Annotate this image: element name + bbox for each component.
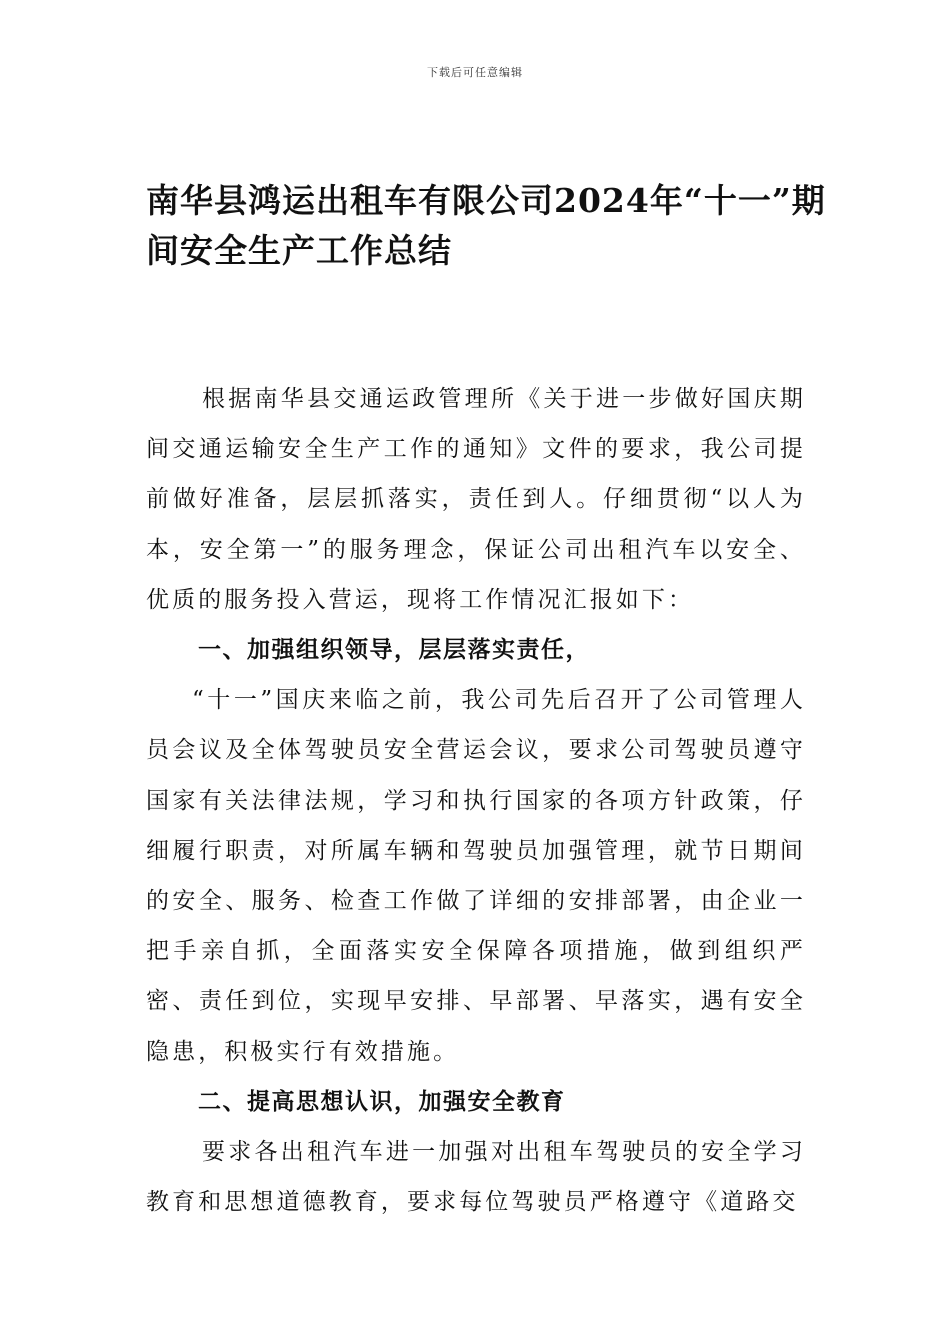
document-title: 南华县鸿运出租车有限公司2024年“十一”期间安全生产工作总结	[146, 181, 826, 270]
section-body-2: 要求各出租汽车进一加强对出租车驾驶员的安全学习教育和思想道德教育，要求每位驾驶员严格遵守《道路交	[146, 1139, 806, 1216]
header-note: 下载后可任意编辑	[427, 66, 523, 79]
section-heading-2: 二、提高思想认识，加强安全教育	[198, 1087, 566, 1115]
intro-paragraph: 根据南华县交通运政管理所《关于进一步做好国庆期间交通运输安全生产工作的通知》文件的要求，我公司提前做好准备，层层抓落实，责任到人。仔细贯彻“以人为本，安全第一”的服务理念，保证公司出租汽车以安全、优质的服务投入营运，现将工作情况汇报如下：	[146, 386, 806, 613]
section-body-1: “十一”国庆来临之前，我公司先后召开了公司管理人员会议及全体驾驶员安全营运会议，要求公司驾驶员遵守国家有关法律法规，学习和执行国家的各项方针政策，仔细履行职责，对所属车辆和驾驶员加强管理，就节日期间的安全、服务、检查工作做了详细的安排部署，由企业一把手亲自抓，全面落实安全保障各项措施，做到组织严密、责任到位，实现早安排、早部署、早落实，遇有安全隐患，积极实行有效措施。	[146, 687, 806, 1065]
document-body	[146, 374, 806, 1227]
section-heading-1: 一、加强组织领导，层层落实责任，	[198, 636, 590, 664]
